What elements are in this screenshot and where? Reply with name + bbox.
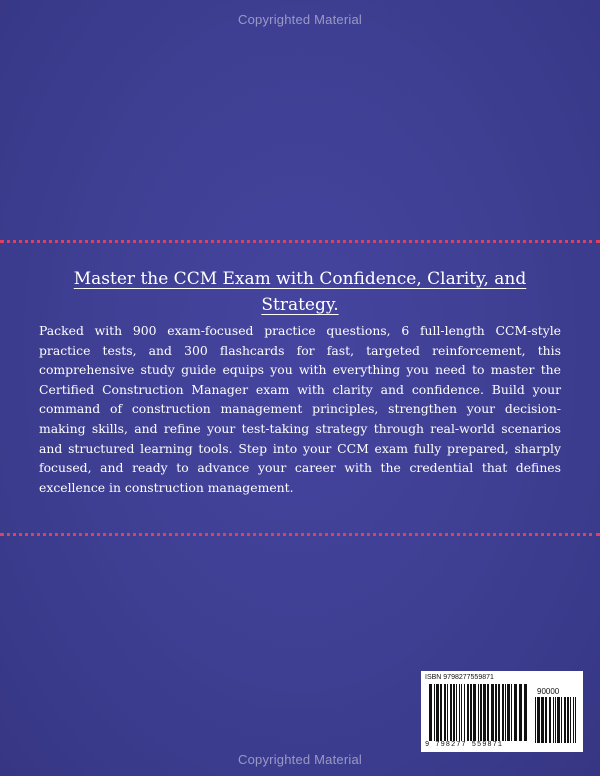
isbn-barcode	[421, 671, 583, 752]
dotted-divider-bottom	[0, 533, 600, 536]
isbn-digits: 9 798277 559871	[425, 741, 504, 749]
barcode-bars	[429, 684, 529, 741]
copyright-watermark-bottom: Copyrighted Material	[238, 752, 362, 767]
addon-barcode-bars	[535, 697, 577, 743]
isbn-label: ISBN 9798277559871	[425, 674, 494, 681]
dotted-divider-top	[0, 240, 600, 243]
price-code: 90000	[537, 687, 560, 696]
headline: Master the CCM Exam with Confidence, Clarity, and Strategy.	[73, 269, 527, 315]
description-text: Packed with 900 exam-focused practice questions, 6 full-length CCM-style practice tests, and 300 flashcards for fast, targeted reinforcement, this comprehensive study guide equips you with everything you need to master the Certified Construction Manager exam with clarity and confidence. Build your command of construction management principles, strengthen your decision-making skills, and refine your test-taking strategy through real-world scenarios and structured learning tools. Step into your CCM exam fully prepared, sharply focused, and ready to advance your career with the credential that defines excellence in construction management.	[39, 323, 561, 495]
copyright-watermark-top: Copyrighted Material	[238, 12, 362, 27]
